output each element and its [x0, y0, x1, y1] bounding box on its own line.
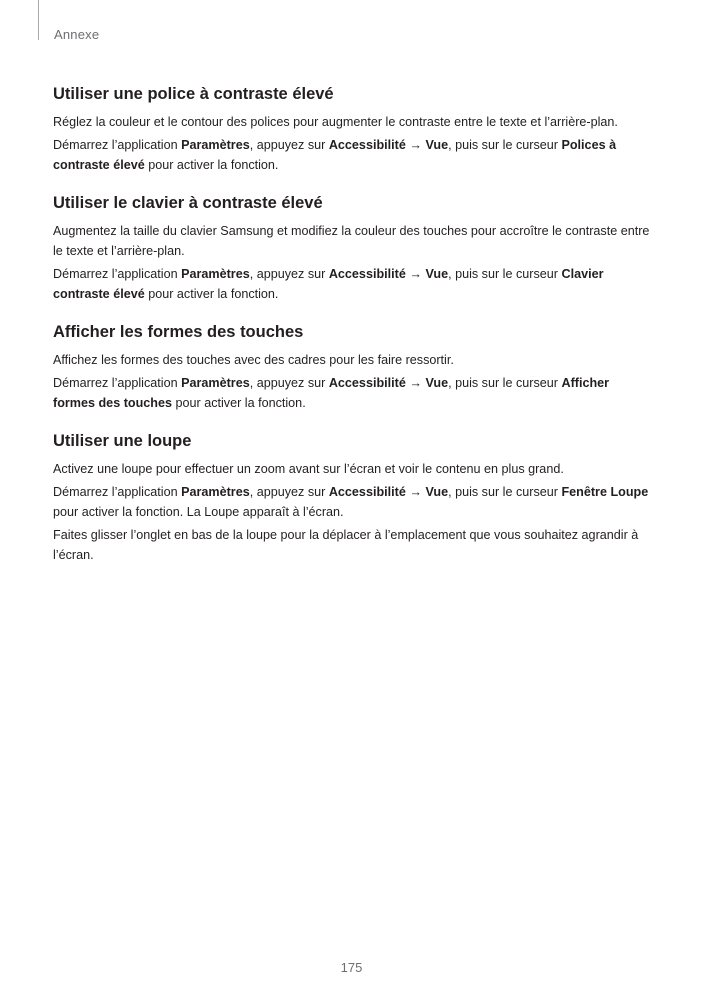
section-title: Utiliser une police à contraste élevé: [53, 85, 334, 103]
instr-text: , appuyez sur: [249, 267, 329, 281]
section-key-shapes: [53, 322, 653, 413]
section-label: Annexe: [54, 27, 100, 42]
instr-app-name: Paramètres: [181, 485, 250, 499]
instr-switch-name: Afficher formes des touches: [53, 376, 610, 410]
instr-app-name: Paramètres: [181, 267, 250, 281]
header-divider: [38, 0, 39, 40]
instr-switch-name: Polices à contraste élevé: [53, 138, 617, 172]
arrow-icon: →: [405, 485, 426, 499]
instr-app-name: Paramètres: [181, 376, 250, 390]
instr-text: pour activer la fonction.: [171, 396, 306, 410]
instr-menu-accessibility: Accessibilité: [328, 138, 406, 152]
arrow-icon: →: [405, 267, 426, 281]
section-instructions: [53, 373, 653, 413]
page-number: 175: [340, 960, 363, 975]
section-description: Réglez la couleur et le contour des polices pour augmenter le contraste entre le texte et l’arrière-plan.: [53, 115, 618, 129]
instr-menu-vue: Vue: [425, 485, 449, 499]
section-title: Utiliser le clavier à contraste élevé: [53, 194, 323, 212]
instr-menu-vue: Vue: [425, 138, 449, 152]
instr-switch-name: Clavier contraste élevé: [53, 267, 604, 301]
instr-menu-accessibility: Accessibilité: [328, 376, 406, 390]
instr-text: , puis sur le curseur: [448, 376, 562, 390]
section-high-contrast-font: [53, 84, 653, 175]
instr-text: Démarrez l’application: [53, 376, 182, 390]
instr-app-name: Paramètres: [181, 138, 250, 152]
instr-text: pour activer la fonction.: [144, 158, 279, 172]
section-magnifier: [53, 431, 653, 565]
instr-text: Démarrez l’application: [53, 138, 182, 152]
instr-text: pour activer la fonction.: [144, 287, 279, 301]
instr-text: , puis sur le curseur: [448, 267, 562, 281]
section-instructions: [53, 264, 653, 304]
section-title: Afficher les formes des touches: [53, 323, 304, 341]
section-instructions: [53, 135, 653, 175]
instr-menu-vue: Vue: [425, 267, 449, 281]
section-instructions: [53, 482, 653, 522]
arrow-icon: →: [405, 376, 426, 390]
page-content: [53, 84, 653, 583]
instr-text: Démarrez l’application: [53, 267, 182, 281]
arrow-icon: →: [405, 138, 426, 152]
instr-switch-name: Fenêtre Loupe: [561, 485, 649, 499]
instr-text: Démarrez l’application: [53, 485, 182, 499]
section-description: Activez une loupe pour effectuer un zoom avant sur l’écran et voir le contenu en plus grand.: [53, 462, 564, 476]
section-description: Affichez les formes des touches avec des cadres pour les faire ressortir.: [53, 353, 454, 367]
instr-menu-accessibility: Accessibilité: [328, 485, 406, 499]
instr-menu-accessibility: Accessibilité: [328, 267, 406, 281]
section-title: Utiliser une loupe: [53, 432, 192, 450]
instr-text: , appuyez sur: [249, 485, 329, 499]
instr-text: , puis sur le curseur: [448, 138, 562, 152]
instr-text: , puis sur le curseur: [448, 485, 562, 499]
section-high-contrast-keyboard: [53, 193, 653, 304]
instr-menu-vue: Vue: [425, 376, 449, 390]
instr-text: pour activer la fonction. La Loupe apparaît à l’écran.: [53, 505, 344, 519]
instr-text: , appuyez sur: [249, 138, 329, 152]
section-note: Faites glisser l’onglet en bas de la loupe pour la déplacer à l’emplacement que vous souhaitez agrandir à l’écran.: [53, 528, 639, 562]
instr-text: , appuyez sur: [249, 376, 329, 390]
section-description: Augmentez la taille du clavier Samsung et modifiez la couleur des touches pour accroître le contraste entre le texte et l’arrière-plan.: [53, 224, 650, 258]
